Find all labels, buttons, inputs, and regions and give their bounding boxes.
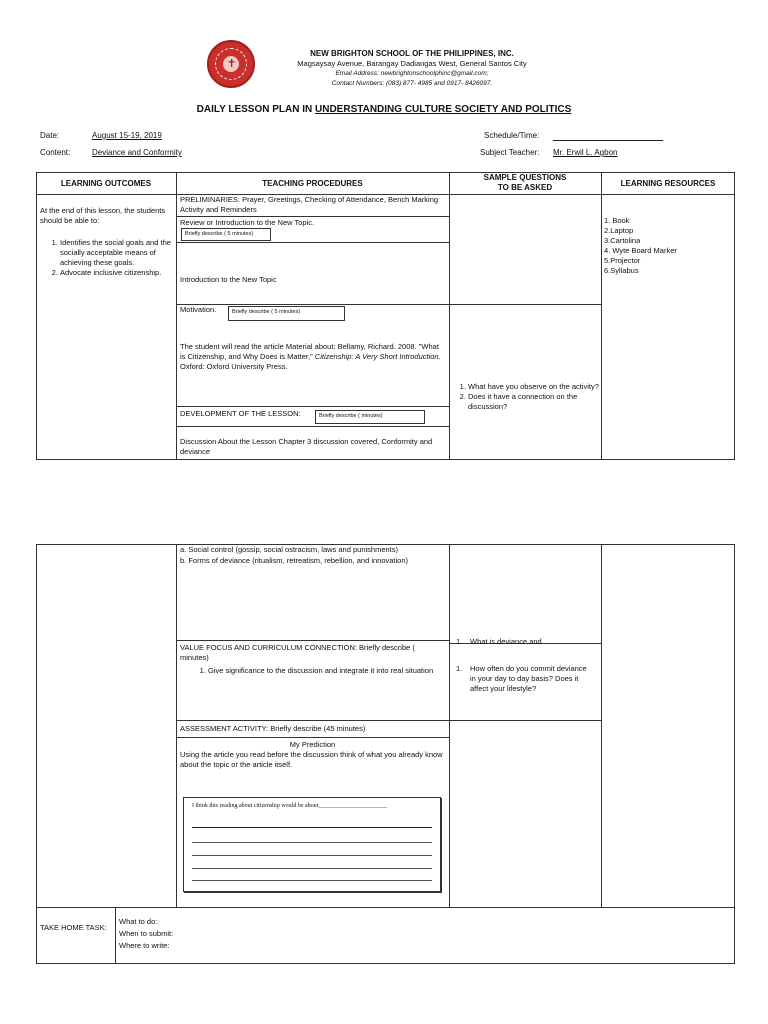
value-focus-text: VALUE FOCUS AND CURRICULUM CONNECTION: Briefly describe ( minutes) xyxy=(180,643,415,662)
table1-col-divider-2 xyxy=(449,172,450,460)
proc-divider-1 xyxy=(176,216,449,217)
answer-line xyxy=(192,855,432,856)
seal-core xyxy=(223,56,239,72)
discussion-text: Discussion About the Lesson Chapter 3 discussion covered, Conformity and deviance xyxy=(180,437,433,456)
questions-divider xyxy=(449,304,601,305)
development-label: DEVELOPMENT OF THE LESSON: xyxy=(180,409,301,418)
school-email: Email Address: newbrightonschoolphinc@gmail.com; xyxy=(335,70,489,77)
review-duration-box[interactable]: Briefly describe ( 5 minutes) xyxy=(181,228,271,241)
date-label: Date: xyxy=(40,131,60,140)
proc-divider-3 xyxy=(176,304,449,305)
proc2-divider-3 xyxy=(176,737,449,738)
forms-deviance-text: b. Forms of deviance (ritualism, retreatism, rebellion, and innovation) xyxy=(180,556,409,565)
outcomes-list xyxy=(44,238,184,278)
header-teaching-procedures: TEACHING PROCEDURES xyxy=(262,179,363,188)
preliminaries-text: PRELIMINARIES: Prayer, Greetings, Checking of Attendance, Bench Marking Activity and Reminders xyxy=(180,195,439,214)
article-part-c: . Oxford: Oxford University Press. xyxy=(180,352,441,371)
what-to-do: What to do: xyxy=(119,917,158,926)
teacher-label: Subject Teacher: xyxy=(480,148,540,157)
prediction-answer-box[interactable] xyxy=(183,797,441,892)
title-subject: UNDERSTANDING CULTURE SOCIETY AND POLITICS xyxy=(315,104,572,115)
resource-item: 2.Laptop xyxy=(604,226,634,235)
table1-col-divider-3 xyxy=(601,172,602,460)
answer-line xyxy=(192,868,432,869)
proc-divider-5 xyxy=(176,426,449,427)
q2-item-2-text: How often do you commit deviance in your day to day basis? Does it affect your lifestyle? xyxy=(470,664,587,693)
outcome-item: 2. Advocate inclusive citizenship. xyxy=(60,268,184,278)
proc-divider-2 xyxy=(176,242,449,243)
q2-item-2: 1. How often do you commit deviance in your day to day basis? Does it affect your lifestyle? xyxy=(456,664,596,694)
schedule-blank xyxy=(553,140,663,141)
proc-divider-4 xyxy=(176,406,449,407)
assessment-text: ASSESSMENT ACTIVITY: Briefly describe (45 minutes) xyxy=(180,724,366,733)
motivation-duration-box[interactable]: Briefly describe ( 5 minutes) xyxy=(228,306,345,321)
answer-line xyxy=(192,827,432,828)
resources-list xyxy=(604,216,732,276)
school-name: NEW BRIGHTON SCHOOL OF THE PHILIPPINES, INC. xyxy=(310,49,514,58)
table2-col-divider-2 xyxy=(449,544,450,908)
prediction-prompt: I think this reading about citizenship would be about_______________________ xyxy=(192,803,388,809)
social-control-text: a. Social control (gossip, social ostracism, laws and punishments) xyxy=(180,545,399,554)
prediction-title: My Prediction xyxy=(289,740,336,749)
proc2-divider-1 xyxy=(176,640,449,641)
school-contact: Contact Numbers: (083) 877- 4985 and 0917- 8426097. xyxy=(331,80,493,87)
resource-item: 5.Projector xyxy=(604,256,641,265)
where-to-write: Where to write: xyxy=(119,941,170,950)
outcomes-intro: At the end of this lesson, the students should be able to: xyxy=(40,206,166,225)
take-home-label: TAKE HOME TASK: xyxy=(40,923,107,932)
questions-list xyxy=(452,382,613,412)
answer-line xyxy=(192,842,432,843)
value-focus-list xyxy=(192,666,458,676)
q2-item-1: 1. What is deviance and xyxy=(456,637,542,646)
page-title xyxy=(0,104,768,115)
header-to-be-asked: TO BE ASKED xyxy=(497,183,553,192)
q2-divider-2 xyxy=(449,720,601,721)
table2-col-divider-3 xyxy=(601,544,602,908)
proc2-divider-2 xyxy=(176,720,449,721)
resource-item: 3.Cartolina xyxy=(604,236,641,245)
q2-item-1-text: What is deviance and xyxy=(470,637,542,646)
question-item: 2. Does it have a connection on the discussion? xyxy=(468,392,613,412)
resource-item: 6.Syllabus xyxy=(604,266,639,275)
article-part-a: The student will read the article Material about: Bellamy, Richard. 2008. "What is Citizenship, and Why Does is Matter," xyxy=(180,342,439,361)
table2-takehome-divider xyxy=(36,907,735,908)
school-address: Magsaysay Avenue, Barangay Dadiangas West, General Santos City xyxy=(297,59,527,68)
article-text xyxy=(180,342,444,372)
question-item: 1. What have you observe on the activity? xyxy=(468,382,613,392)
date-value: August 15-19, 2019 xyxy=(92,131,162,140)
review-text: Review or Introduction to the New Topic. xyxy=(180,218,315,227)
resource-item: 1. Book xyxy=(604,216,630,225)
answer-line xyxy=(192,880,432,881)
table2-col-divider-1 xyxy=(176,544,177,908)
header-sample-questions: SAMPLE QUESTIONS xyxy=(483,173,567,182)
intro-new-topic: Introduction to the New Topic xyxy=(180,275,277,284)
motivation-label: Motivation. xyxy=(180,305,217,314)
resource-item: 4. Wyte Board Marker xyxy=(604,246,677,255)
prediction-text: Using the article you read before the discussion think of what you already know about the topic or the article itself. xyxy=(180,750,443,769)
development-duration-box[interactable]: Briefly describe ( minutes) xyxy=(315,410,425,424)
schedule-label: Schedule/Time: xyxy=(484,131,540,140)
table2-takehome-col xyxy=(115,907,116,964)
teacher-value: Mr. Erwil L. Agbon xyxy=(553,148,618,157)
title-prefix: DAILY LESSON PLAN IN xyxy=(196,104,316,115)
header-learning-outcomes: LEARNING OUTCOMES xyxy=(60,179,152,188)
content-value: Deviance and Conformity xyxy=(92,148,182,157)
outcome-item: 1. Identifies the social goals and the socially acceptable means of achieving these goals. xyxy=(60,238,184,268)
header-learning-resources: LEARNING RESOURCES xyxy=(620,179,716,188)
value-focus-item: 1. Give significance to the discussion and integrate it into real situation xyxy=(208,666,458,676)
article-part-b: Citizenship: A Very Short Introduction xyxy=(314,352,439,361)
content-label: Content: xyxy=(40,148,71,157)
when-to-submit: When to submit: xyxy=(119,929,174,938)
school-seal-icon xyxy=(207,40,255,88)
